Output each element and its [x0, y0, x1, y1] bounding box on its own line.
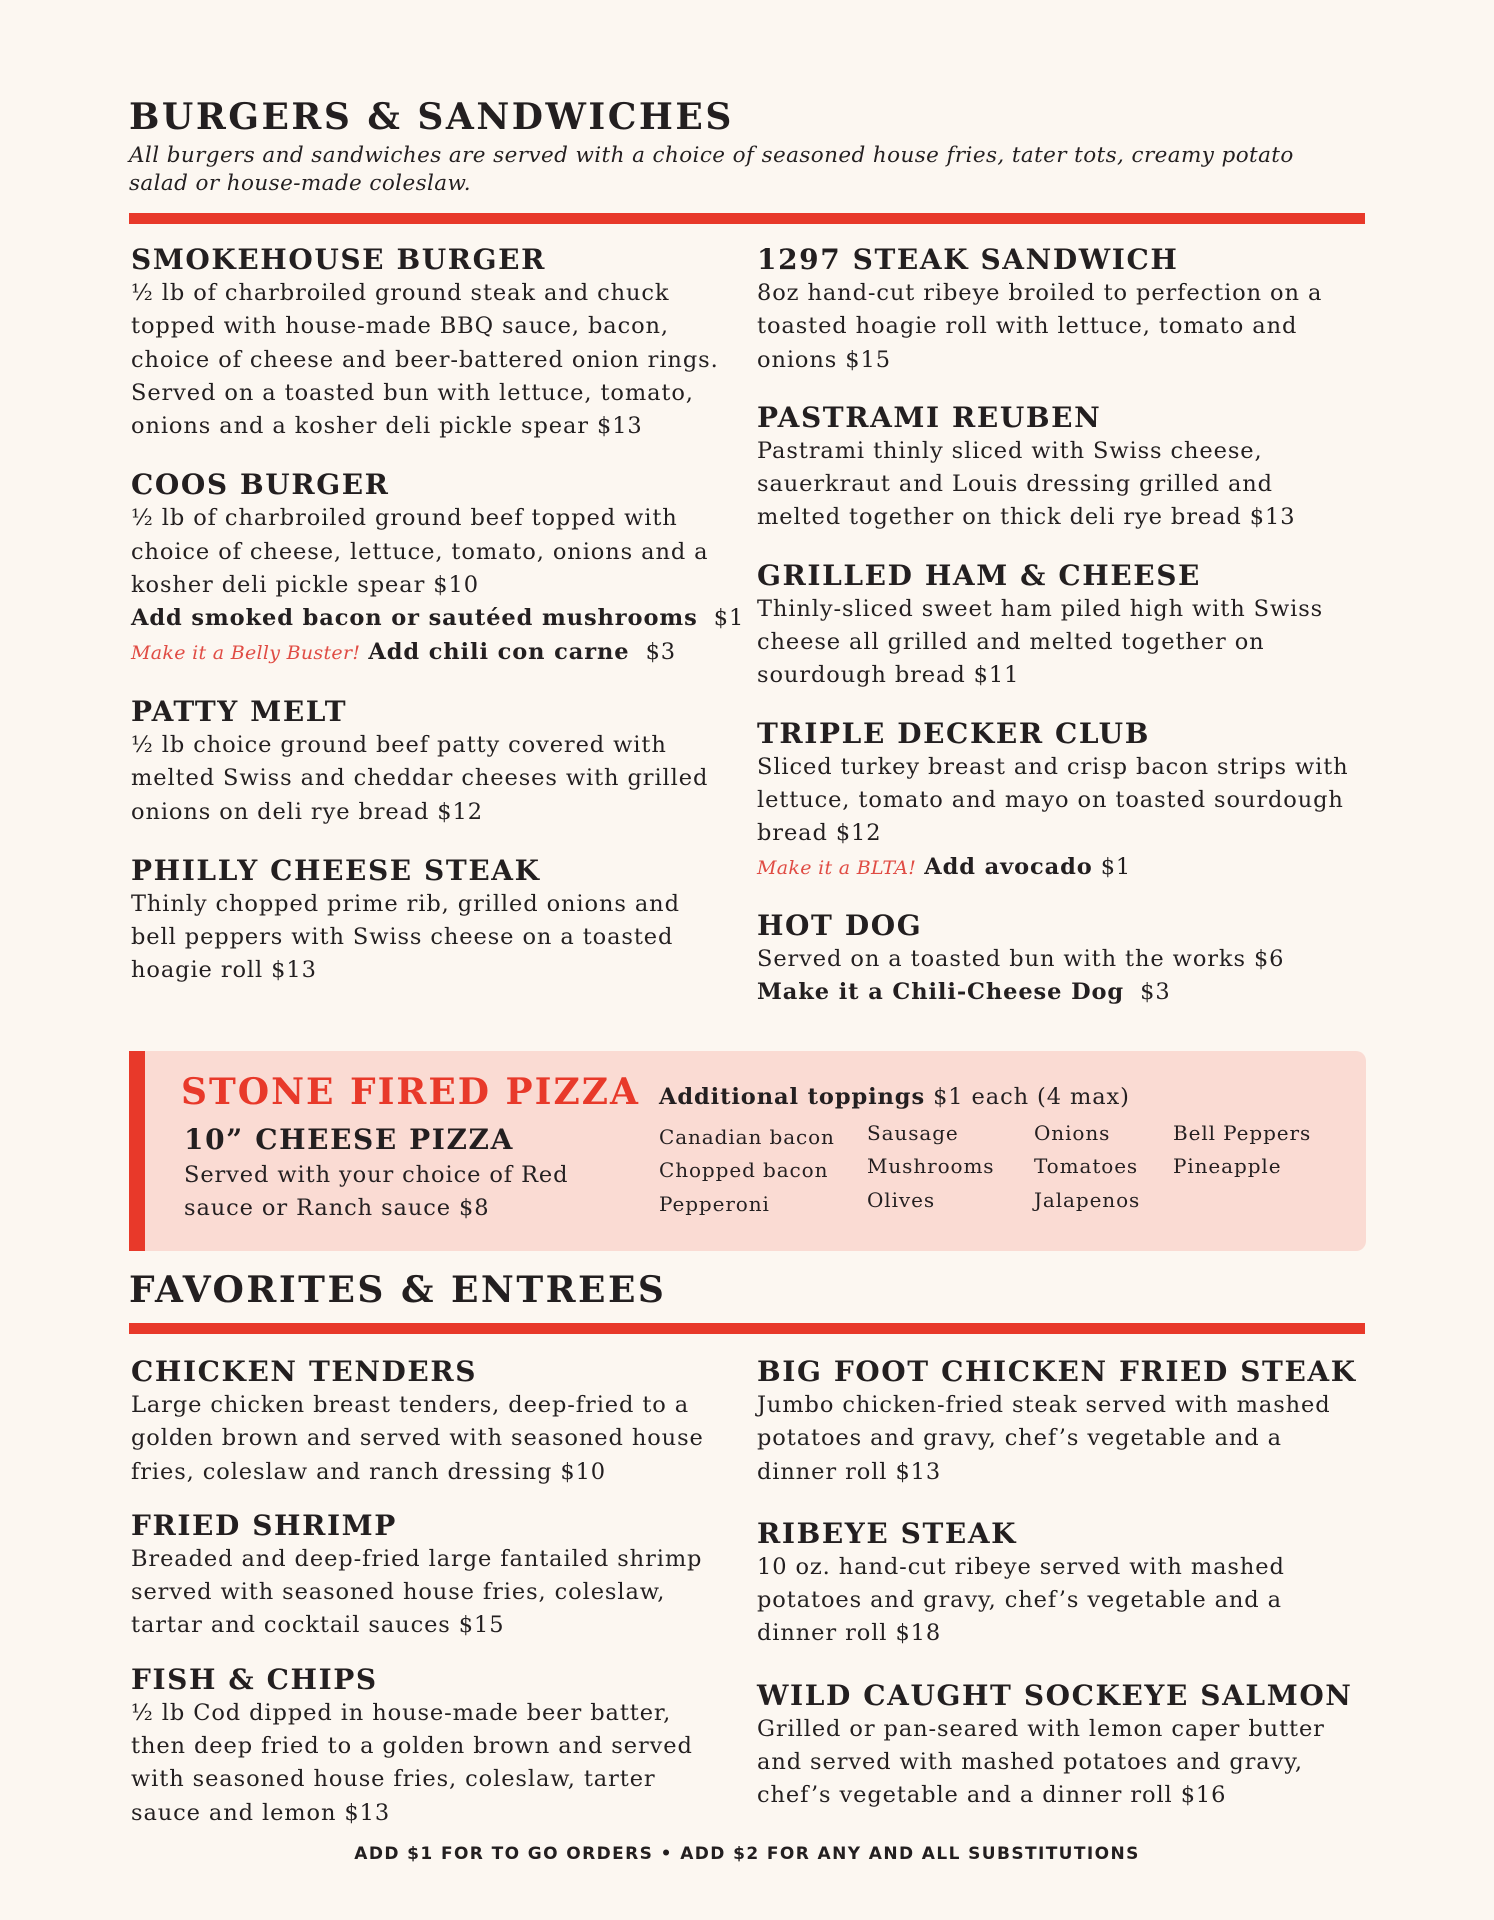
item-name: PASTRAMI REUBEN [757, 400, 1102, 434]
toppings-column [867, 1117, 994, 1217]
item-special [757, 851, 1357, 885]
item-name: HOT DOG [757, 908, 923, 942]
section-heading-burgers: BURGERS & SANDWICHES [129, 96, 734, 138]
item-description: Sliced turkey breast and crisp bacon strips with lettuce, tomato and mayo on toasted sourdough bread $12 [757, 753, 1349, 847]
item-description: ½ lb of charbroiled ground steak and chuck topped with house-made BBQ sauce, bacon, choice of cheese and beer-battered onion rings. Served on a toasted bun with lettuce, tomato, onions and a kosher deli pickle spear $13 [131, 280, 719, 440]
favorites-left-column [131, 1355, 731, 1830]
topping: Bell Peppers [1173, 1121, 1312, 1145]
special-price: $1 [1100, 853, 1132, 880]
toppings-column [659, 1121, 835, 1221]
menu-item [131, 243, 731, 443]
topping: Tomatoes [1034, 1154, 1139, 1179]
item-name: WILD CAUGHT SOCKEYE SALMON [757, 1678, 1353, 1712]
topping: Jalapenos [1034, 1187, 1141, 1212]
item-name: FISH & CHIPS [131, 1662, 378, 1696]
menu-item [757, 559, 1357, 693]
menu-item [131, 1509, 731, 1643]
section-heading-favorites: FAVORITES & ENTREES [129, 1269, 667, 1311]
menu-item [757, 717, 1357, 885]
item-description: Pastrami thinly sliced with Swiss cheese, sauerkraut and Louis dressing grilled and melted together on thick deli rye bread $13 [757, 437, 1296, 531]
menu-item [131, 1663, 731, 1830]
menu-item [131, 854, 731, 988]
item-description: ½ lb of charbroiled ground beef topped with choice of cheese, lettuce, tomato, onions and a kosher deli pickle spear $10 [131, 505, 709, 599]
special-price: $3 [645, 638, 676, 665]
special-tagline: Make it a Belly Buster! [131, 641, 361, 664]
item-description: ½ lb Cod dipped in house-made beer batter, then deep fried to a golden brown and served with seasoned house fries, coleslaw, tarter sauce and lemon $13 [131, 1699, 693, 1826]
menu-item [131, 468, 745, 669]
item-description: ½ lb choice ground beef patty covered with melted Swiss and cheddar cheeses with grilled onions on deli rye bread $12 [131, 731, 709, 825]
item-name: 10” CHEESE PIZZA [184, 1123, 514, 1156]
topping: Mushrooms [867, 1154, 995, 1179]
menu-item [757, 401, 1357, 535]
item-description: 8oz hand-cut ribeye broiled to perfection on a toasted hoagie roll with lettuce, tomato and onions $15 [757, 280, 1323, 373]
menu-item [757, 243, 1357, 377]
toppings-label: Additional toppings [659, 1084, 926, 1110]
section-divider [129, 1323, 1365, 1334]
item-description: Grilled or pan-seared with lemon caper butter and served with mashed potatoes and gravy, chef’s vegetable and a dinner roll $16 [757, 1715, 1325, 1809]
toppings-heading [659, 1084, 1130, 1110]
item-name: RIBEYE STEAK [757, 1516, 1018, 1550]
item-name: PHILLY CHEESE STEAK [131, 853, 541, 887]
menu-item [131, 695, 731, 829]
item-addon [131, 602, 745, 635]
toppings-note: $1 each (4 max) [933, 1084, 1130, 1110]
special-tagline: Make it a BLTA! [757, 856, 917, 879]
menu-item [757, 909, 1357, 1010]
favorites-right-column [757, 1355, 1357, 1813]
item-description: Breaded and deep-fried large fantailed shrimp served with seasoned house fries, coleslaw, tartar and cocktail sauces $15 [131, 1545, 703, 1639]
item-name: FRIED SHRIMP [131, 1508, 397, 1542]
item-name: COOS BURGER [131, 468, 390, 502]
addon-price: $3 [1140, 979, 1171, 1006]
item-description: 10 oz. hand-cut ribeye served with mashed potatoes and gravy, chef’s vegetable and a dinner roll $18 [757, 1553, 1285, 1647]
topping: Pepperoni [659, 1191, 770, 1216]
addon-price: $1 [713, 605, 745, 632]
item-description: Thinly-sliced sweet ham piled high with Swiss cheese all grilled and melted together on sourdough bread $11 [757, 595, 1324, 689]
item-special [131, 636, 731, 670]
topping: Canadian bacon [659, 1125, 835, 1149]
section-intro: All burgers and sandwiches are served with a choice of seasoned house fries, tater tots, creamy potato salad or house-made coleslaw. [129, 143, 1294, 196]
pizza-accent-bar [129, 1051, 145, 1251]
item-description: Thinly chopped prime rib, grilled onions and bell peppers with Swiss cheese on a toasted hoagie roll $13 [131, 890, 680, 984]
item-description: Served with your choice of Red sauce or Ranch sauce $8 [184, 1162, 569, 1222]
item-name: CHICKEN TENDERS [131, 1355, 478, 1388]
topping: Chopped bacon [659, 1158, 829, 1183]
item-name: GRILLED HAM & CHEESE [757, 558, 1201, 592]
section-divider [129, 213, 1365, 224]
topping: Olives [867, 1187, 935, 1212]
topping: Sausage [867, 1121, 959, 1145]
item-name: PATTY MELT [131, 694, 348, 728]
item-description: Large chicken breast tenders, deep-fried to a golden brown and served with seasoned house fries, coleslaw and ranch dressing $10 [131, 1392, 704, 1485]
menu-item [757, 1517, 1357, 1651]
item-name: BIG FOOT CHICKEN FRIED STEAK [757, 1355, 1357, 1388]
topping: Pineapple [1173, 1154, 1282, 1179]
burgers-left-column [131, 243, 745, 988]
toppings-column [1034, 1117, 1140, 1217]
item-description: Jumbo chicken-fried steak served with mashed potatoes and gravy, chef’s vegetable and a dinner roll $13 [757, 1392, 1331, 1485]
item-name: SMOKEHOUSE BURGER [131, 243, 546, 276]
item-description: Served on a toasted bun with the works $6 [757, 945, 1285, 972]
addon-label: Add smoked bacon or sautéed mushrooms [131, 605, 698, 632]
special-label: Add chili con carne [368, 638, 630, 665]
footer-note: ADD $1 FOR TO GO ORDERS • ADD $2 FOR ANY AND ALL SUBSTITUTIONS [354, 1844, 1140, 1864]
menu-item [757, 1679, 1357, 1813]
toppings-column [1173, 1117, 1311, 1184]
item-addon [757, 976, 1357, 1009]
topping: Onions [1034, 1121, 1111, 1145]
special-label: Add avocado [924, 853, 1093, 880]
addon-label: Make it a Chili-Cheese Dog [757, 979, 1125, 1006]
burgers-right-column [757, 243, 1357, 1009]
item-name: 1297 STEAK SANDWICH [757, 243, 1179, 276]
item-name: TRIPLE DECKER CLUB [757, 716, 1150, 750]
pizza-panel [129, 1051, 1366, 1251]
pizza-title: STONE FIRED PIZZA [181, 1071, 640, 1113]
menu-item [131, 1355, 731, 1489]
menu-item [757, 1355, 1357, 1489]
